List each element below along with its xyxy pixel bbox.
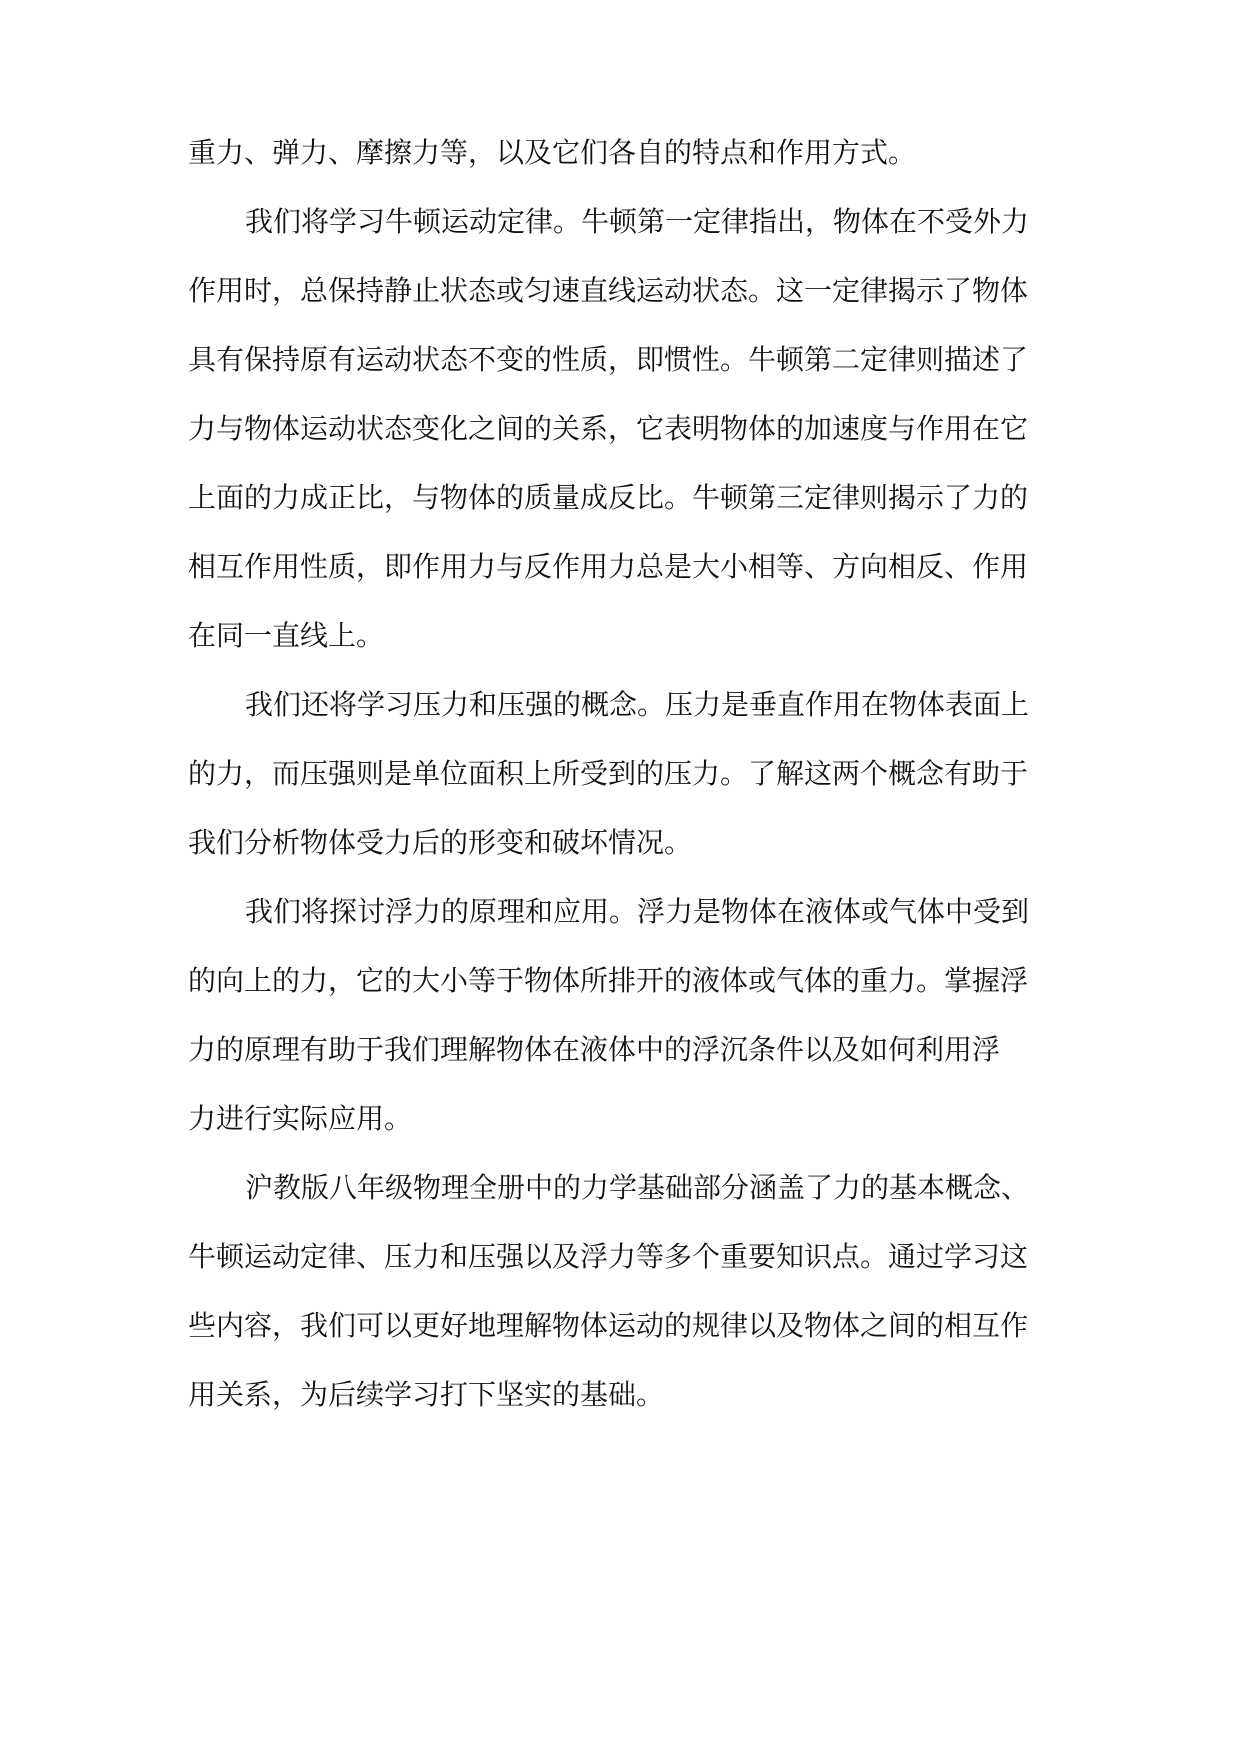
paragraph-line: 的向上的力，它的大小等于物体所排开的液体或气体的重力。掌握浮 xyxy=(188,964,1029,997)
paragraph-line: 牛顿运动定律、压力和压强以及浮力等多个重要知识点。通过学习这 xyxy=(188,1240,1029,1273)
paragraph-line: 沪教版八年级物理全册中的力学基础部分涵盖了力的基本概念、 xyxy=(245,1171,1030,1204)
paragraph-line: 我们还将学习压力和压强的概念。压力是垂直作用在物体表面上 xyxy=(245,688,1030,721)
paragraph-line: 重力、弹力、摩擦力等，以及它们各自的特点和作用方式。 xyxy=(188,136,917,169)
paragraph-line: 力的原理有助于我们理解物体在液体中的浮沉条件以及如何利用浮 xyxy=(188,1033,1001,1066)
paragraph-line: 些内容，我们可以更好地理解物体运动的规律以及物体之间的相互作 xyxy=(188,1309,1029,1342)
paragraph-line: 力与物体运动状态变化之间的关系，它表明物体的加速度与作用在它 xyxy=(188,412,1029,445)
paragraph-line: 我们分析物体受力后的形变和破坏情况。 xyxy=(188,826,693,859)
paragraph-line: 我们将学习牛顿运动定律。牛顿第一定律指出，物体在不受外力 xyxy=(245,205,1030,238)
paragraph-line: 在同一直线上。 xyxy=(188,619,385,652)
paragraph-line: 作用时，总保持静止状态或匀速直线运动状态。这一定律揭示了物体 xyxy=(188,274,1029,307)
paragraph-line: 我们将探讨浮力的原理和应用。浮力是物体在液体或气体中受到 xyxy=(245,895,1030,928)
paragraph-line: 具有保持原有运动状态不变的性质，即惯性。牛顿第二定律则描述了 xyxy=(188,343,1029,376)
paragraph-line: 用关系，为后续学习打下坚实的基础。 xyxy=(188,1378,665,1411)
paragraph-line: 相互作用性质，即作用力与反作用力总是大小相等、方向相反、作用 xyxy=(188,550,1029,583)
paragraph-line: 力进行实际应用。 xyxy=(188,1102,413,1135)
paragraph-line: 上面的力成正比，与物体的质量成反比。牛顿第三定律则揭示了力的 xyxy=(188,481,1029,514)
paragraph-line: 的力，而压强则是单位面积上所受到的压力。了解这两个概念有助于 xyxy=(188,757,1029,790)
